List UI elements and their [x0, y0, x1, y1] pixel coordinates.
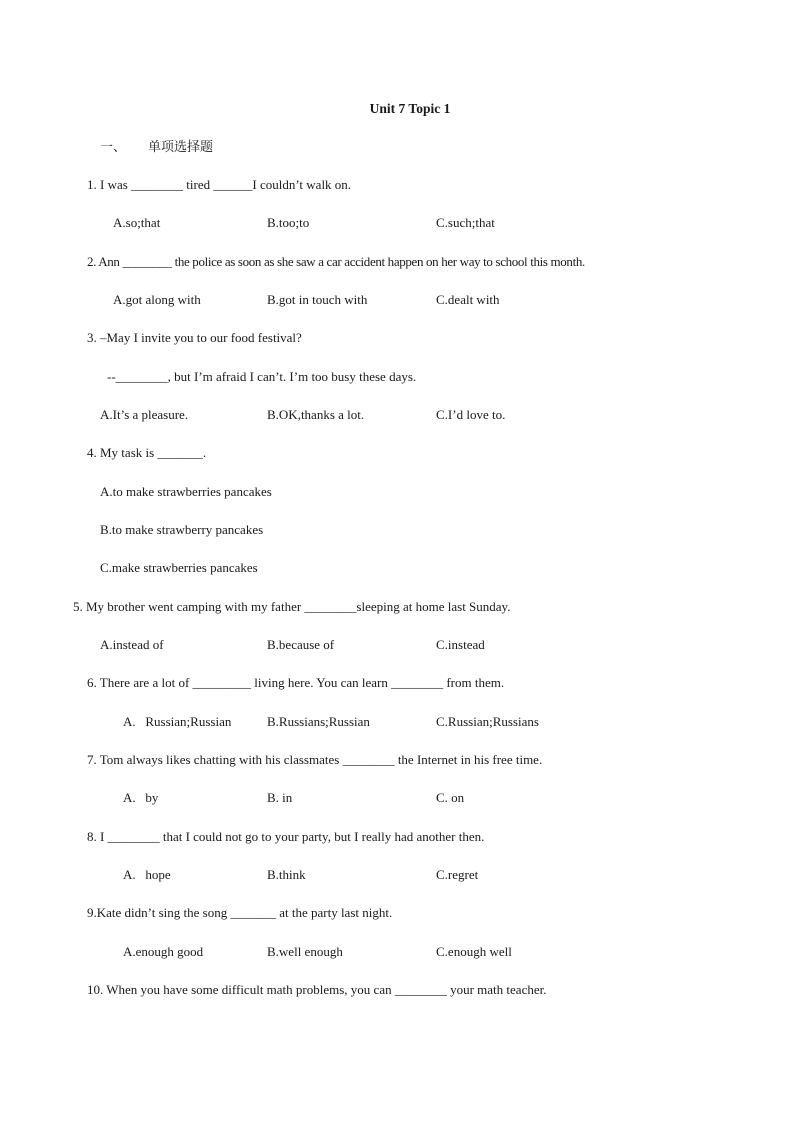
- question-4-option-a: A.to make strawberries pancakes: [100, 484, 272, 499]
- question-4-stem: 4. My task is _______.: [87, 445, 207, 460]
- question-3-option-a: A.It’s a pleasure.: [100, 407, 189, 422]
- question-2-option-b: B.got in touch with: [267, 292, 368, 307]
- question-3-option-c: C.I’d love to.: [436, 407, 506, 422]
- question-5-option-c: C.instead: [436, 637, 485, 652]
- question-4-option-b: B.to make strawberry pancakes: [100, 522, 264, 537]
- question-8-option-c: C.regret: [436, 867, 479, 882]
- question-5-stem: 5. My brother went camping with my father ________sleeping at home last Sunday.: [73, 599, 511, 614]
- question-9-option-a: A.enough good: [123, 944, 204, 959]
- question-8-stem: 8. I ________ that I could not go to your party, but I really had another then.: [87, 829, 485, 844]
- question-4-option-c: C.make strawberries pancakes: [100, 560, 258, 575]
- question-5-option-b: B.because of: [267, 637, 335, 652]
- question-6-stem: 6. There are a lot of _________ living here. You can learn ________ from them.: [87, 675, 505, 690]
- question-7-option-c: C. on: [436, 790, 465, 805]
- question-7-stem: 7. Tom always likes chatting with his classmates ________ the Internet in his free time.: [87, 752, 543, 767]
- question-3-stem: 3. –May I invite you to our food festival?: [87, 330, 302, 345]
- question-1-option-c: C.such;that: [436, 215, 495, 230]
- question-3-reply: --________, but I’m afraid I can’t. I’m too busy these days.: [107, 369, 417, 384]
- question-9-option-b: B.well enough: [267, 944, 343, 959]
- question-6-option-a: A. Russian;Russian: [123, 714, 232, 729]
- question-6-option-b: B.Russians;Russian: [267, 714, 370, 729]
- section-heading: 单项选择题: [148, 139, 214, 154]
- question-1-stem: 1. I was ________ tired ______I couldn’t walk on.: [87, 177, 352, 192]
- question-7-option-b: B. in: [267, 790, 293, 805]
- section-number: 一、: [100, 139, 127, 154]
- question-8-option-b: B.think: [267, 867, 306, 882]
- question-6-option-c: C.Russian;Russians: [436, 714, 539, 729]
- question-9-stem: 9.Kate didn’t sing the song _______ at the party last night.: [87, 905, 393, 920]
- question-9-option-c: C.enough well: [436, 944, 512, 959]
- question-5-option-a: A.instead of: [100, 637, 164, 652]
- question-2-option-c: C.dealt with: [436, 292, 500, 307]
- question-7-option-a: A. by: [123, 790, 159, 805]
- question-8-option-a: A. hope: [123, 867, 171, 882]
- question-2-option-a: A.got along with: [113, 292, 201, 307]
- page-title: Unit 7 Topic 1: [369, 101, 451, 116]
- question-3-option-b: B.OK,thanks a lot.: [267, 407, 365, 422]
- question-1-option-a: A.so;that: [113, 215, 161, 230]
- question-10-stem: 10. When you have some difficult math problems, you can ________ your math teacher.: [87, 982, 547, 997]
- question-2-stem: 2. Ann ________ the police as soon as she saw a car accident happen on her way to school this month.: [87, 254, 585, 269]
- question-1-option-b: B.too;to: [267, 215, 310, 230]
